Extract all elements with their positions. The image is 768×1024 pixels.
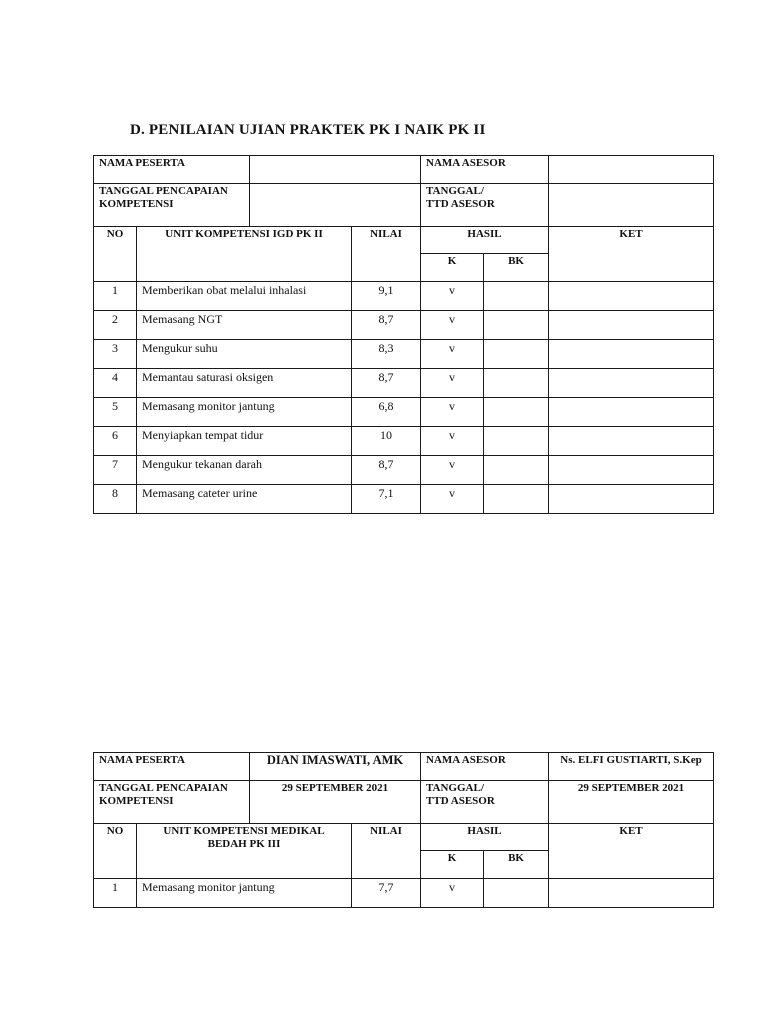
ttd-asesor-label-line2: TTD ASESOR: [426, 795, 495, 807]
row-nilai: 8,7: [352, 456, 421, 485]
col-header-unit: UNIT KOMPETENSI IGD PK II: [137, 227, 352, 282]
row-ket: [549, 369, 714, 398]
nama-asesor-label: NAMA ASESOR: [421, 156, 549, 184]
col-header-unit: [137, 824, 352, 879]
table-row: [94, 369, 714, 398]
row-k: v: [421, 879, 484, 908]
col-header-unit-line1: UNIT KOMPETENSI MEDIKAL: [163, 825, 325, 837]
col-header-k: K: [421, 851, 484, 879]
col-header-bk: BK: [484, 254, 549, 282]
section-heading: D. PENILAIAN UJIAN PRAKTEK PK I NAIK PK II: [130, 122, 486, 138]
col-header-k: K: [421, 254, 484, 282]
ttd-asesor-label: [421, 184, 549, 227]
row-k: v: [421, 369, 484, 398]
table-row: [94, 485, 714, 514]
ttd-asesor-value: [549, 184, 714, 227]
row-unit: Memasang monitor jantung: [137, 398, 352, 427]
ttd-asesor-label: [421, 781, 549, 824]
col-header-no: NO: [94, 227, 137, 282]
col-header-hasil: HASIL: [421, 227, 549, 254]
assessment-table-pk-ii: [93, 155, 714, 514]
table-row: [94, 879, 714, 908]
row-k: v: [421, 340, 484, 369]
row-nilai: 7,1: [352, 485, 421, 514]
row-nilai: 9,1: [352, 282, 421, 311]
row-no: 6: [94, 427, 137, 456]
row-no: 5: [94, 398, 137, 427]
row-bk: [484, 456, 549, 485]
tanggal-pencapaian-label-line2: KOMPETENSI: [99, 795, 174, 807]
row-no: 1: [94, 879, 137, 908]
row-bk: [484, 427, 549, 456]
ttd-asesor-label-line2: TTD ASESOR: [426, 198, 495, 210]
row-no: 8: [94, 485, 137, 514]
row-k: v: [421, 398, 484, 427]
nama-peserta-value: [250, 156, 421, 184]
table-row: [94, 398, 714, 427]
row-no: 4: [94, 369, 137, 398]
row-nilai: 6,8: [352, 398, 421, 427]
tanggal-pencapaian-value: 29 SEPTEMBER 2021: [250, 781, 421, 824]
row-k: v: [421, 311, 484, 340]
row-ket: [549, 340, 714, 369]
row-nilai: 8,3: [352, 340, 421, 369]
row-nilai: 8,7: [352, 369, 421, 398]
col-header-nilai: NILAI: [352, 824, 421, 879]
row-nilai: 7,7: [352, 879, 421, 908]
ttd-asesor-value: 29 SEPTEMBER 2021: [549, 781, 714, 824]
row-bk: [484, 340, 549, 369]
row-bk: [484, 485, 549, 514]
table-row: [94, 340, 714, 369]
row-ket: [549, 398, 714, 427]
row-bk: [484, 311, 549, 340]
col-header-no: NO: [94, 824, 137, 879]
row-nilai: 8,7: [352, 311, 421, 340]
ttd-asesor-label-line1: TANGGAL/: [426, 185, 484, 197]
tanggal-pencapaian-label: [94, 781, 250, 824]
row-bk: [484, 282, 549, 311]
nama-peserta-label: NAMA PESERTA: [94, 156, 250, 184]
col-header-ket: KET: [549, 824, 714, 879]
tanggal-pencapaian-label-line1: TANGGAL PENCAPAIAN: [99, 185, 228, 197]
row-unit: Memantau saturasi oksigen: [137, 369, 352, 398]
row-ket: [549, 485, 714, 514]
ttd-asesor-label-line1: TANGGAL/: [426, 782, 484, 794]
tanggal-pencapaian-value: [250, 184, 421, 227]
table-row: [94, 456, 714, 485]
nama-asesor-value: [549, 156, 714, 184]
table-row: [94, 427, 714, 456]
row-nilai: 10: [352, 427, 421, 456]
table-row: [94, 311, 714, 340]
row-bk: [484, 879, 549, 908]
row-unit: Mengukur tekanan darah: [137, 456, 352, 485]
col-header-unit-line2: BEDAH PK III: [207, 838, 281, 850]
col-header-hasil: HASIL: [421, 824, 549, 851]
row-no: 2: [94, 311, 137, 340]
row-k: v: [421, 282, 484, 311]
row-ket: [549, 311, 714, 340]
row-ket: [549, 427, 714, 456]
row-k: v: [421, 456, 484, 485]
row-ket: [549, 282, 714, 311]
col-header-bk: BK: [484, 851, 549, 879]
row-unit: Memasang cateter urine: [137, 485, 352, 514]
row-unit: Mengukur suhu: [137, 340, 352, 369]
row-bk: [484, 398, 549, 427]
row-bk: [484, 369, 549, 398]
row-unit: Memasang monitor jantung: [137, 879, 352, 908]
row-ket: [549, 879, 714, 908]
nama-peserta-label: NAMA PESERTA: [94, 753, 250, 781]
tanggal-pencapaian-label: [94, 184, 250, 227]
assessment-table-pk-iii: [93, 752, 714, 908]
tanggal-pencapaian-label-line2: KOMPETENSI: [99, 198, 174, 210]
nama-asesor-value: Ns. ELFI GUSTIARTI, S.Kep: [549, 753, 714, 781]
nama-peserta-value: DIAN IMASWATI, AMK: [250, 753, 421, 781]
table-row: [94, 282, 714, 311]
tanggal-pencapaian-label-line1: TANGGAL PENCAPAIAN: [99, 782, 228, 794]
row-no: 1: [94, 282, 137, 311]
col-header-ket: KET: [549, 227, 714, 282]
row-unit: Menyiapkan tempat tidur: [137, 427, 352, 456]
row-k: v: [421, 427, 484, 456]
row-ket: [549, 456, 714, 485]
row-no: 7: [94, 456, 137, 485]
row-unit: Memberikan obat melalui inhalasi: [137, 282, 352, 311]
col-header-nilai: NILAI: [352, 227, 421, 282]
nama-asesor-label: NAMA ASESOR: [421, 753, 549, 781]
row-no: 3: [94, 340, 137, 369]
row-unit: Memasang NGT: [137, 311, 352, 340]
row-k: v: [421, 485, 484, 514]
